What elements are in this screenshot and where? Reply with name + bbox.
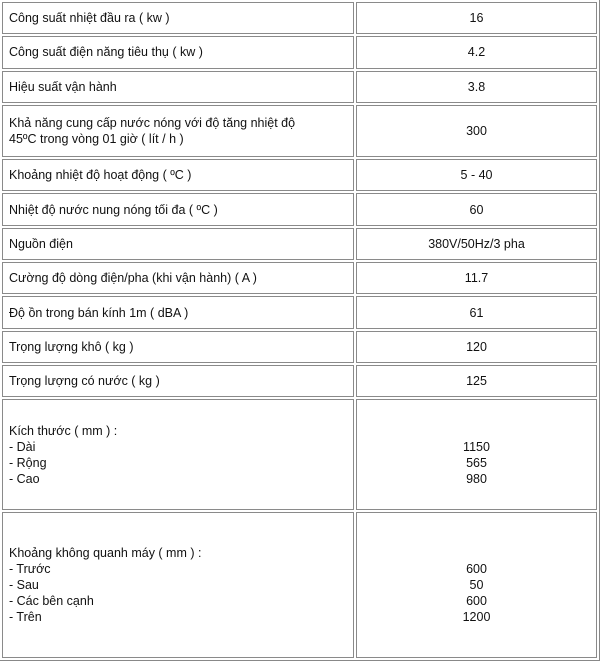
row-value: 11.7 — [356, 262, 597, 294]
table-row — [2, 36, 597, 68]
table-row — [2, 365, 597, 397]
row-label: Nguồn điện — [2, 228, 354, 260]
row-value: 4.2 — [356, 36, 597, 68]
row-value: 61 — [356, 296, 597, 328]
table-row — [2, 71, 597, 103]
row-value: 300 — [356, 105, 597, 157]
row-value: 3.8 — [356, 71, 597, 103]
row-label: Trọng lượng khô ( kg ) — [2, 331, 354, 363]
table-row — [2, 399, 597, 510]
row-value: 380V/50Hz/3 pha — [356, 228, 597, 260]
row-label: Trọng lượng có nước ( kg ) — [2, 365, 354, 397]
row-value: 60 — [356, 193, 597, 225]
row-label: Kích thước ( mm ) : - Dài - Rộng - Cao — [2, 399, 354, 510]
table-row — [2, 105, 597, 157]
row-label: Khoảng nhiệt độ hoạt động ( ºC ) — [2, 159, 354, 191]
row-label: Nhiệt độ nước nung nóng tối đa ( ºC ) — [2, 193, 354, 225]
table-row — [2, 331, 597, 363]
row-value: 1150 565 980 — [356, 399, 597, 510]
table-row — [2, 193, 597, 225]
row-value: 125 — [356, 365, 597, 397]
table-row — [2, 296, 597, 328]
row-value: 120 — [356, 331, 597, 363]
table-row — [2, 262, 597, 294]
row-label: Hiệu suất vận hành — [2, 71, 354, 103]
row-label: Khả năng cung cấp nước nóng với độ tăng nhiệt độ 45ºC trong vòng 01 giờ ( lít / h ) — [2, 105, 354, 157]
row-value: 16 — [356, 2, 597, 34]
row-label: Khoảng không quanh máy ( mm ) : - Trước - Sau - Các bên cạnh - Trên — [2, 512, 354, 658]
row-value: 600 50 600 1200 — [356, 512, 597, 658]
row-label: Công suất nhiệt đầu ra ( kw ) — [2, 2, 354, 34]
row-label: Cường độ dòng điện/pha (khi vận hành) ( A ) — [2, 262, 354, 294]
row-label: Công suất điện năng tiêu thụ ( kw ) — [2, 36, 354, 68]
table-row — [2, 2, 597, 34]
table-row — [2, 228, 597, 260]
row-value: 5 - 40 — [356, 159, 597, 191]
table-row — [2, 159, 597, 191]
row-label: Độ ồn trong bán kính 1m ( dBA ) — [2, 296, 354, 328]
table-row — [2, 512, 597, 658]
